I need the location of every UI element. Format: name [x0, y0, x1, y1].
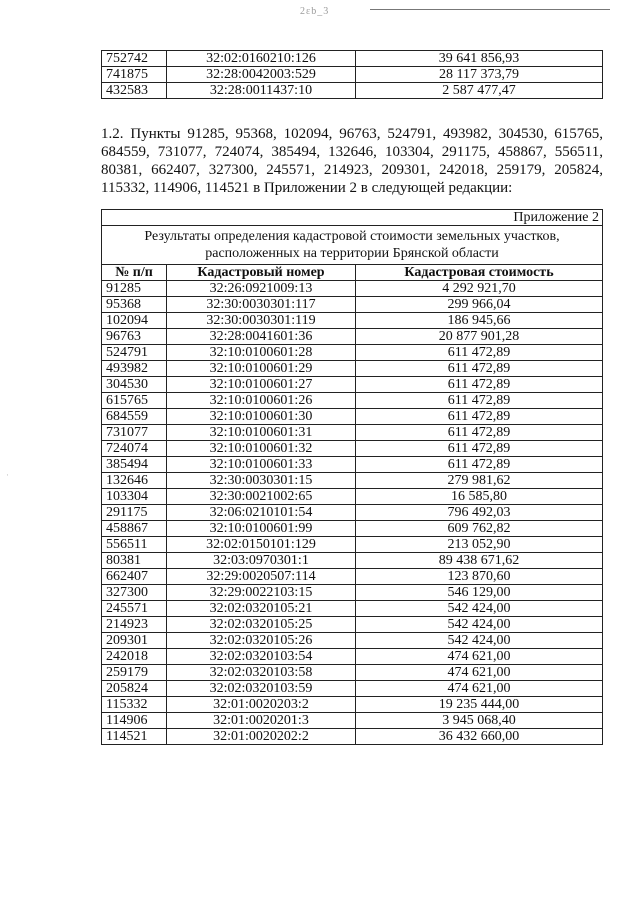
cell-id: 556511 [102, 537, 167, 553]
cell-id: 132646 [102, 473, 167, 489]
table-row [102, 67, 603, 83]
cell-cadastral-value: 611 472,89 [356, 425, 603, 441]
cell-cadastral-number: 32:30:0030301:15 [167, 473, 356, 489]
table-row [102, 713, 603, 729]
cell-cadastral-value: 611 472,89 [356, 361, 603, 377]
column-header-cadastral-number: Кадастровый номер [167, 265, 356, 281]
cell-cadastral-value: 2 587 477,47 [356, 83, 603, 99]
table-title: Результаты определения кадастровой стоимости земельных участков, расположенных на территории Брянской области [102, 226, 603, 265]
appendix-label: Приложение 2 [102, 210, 603, 226]
cell-cadastral-value: 186 945,66 [356, 313, 603, 329]
cell-id: 662407 [102, 569, 167, 585]
table-row [102, 585, 603, 601]
cell-cadastral-number: 32:02:0320103:58 [167, 665, 356, 681]
table-row [102, 601, 603, 617]
table-row [102, 297, 603, 313]
cell-id: 115332 [102, 697, 167, 713]
cell-id: 458867 [102, 521, 167, 537]
cell-id: 209301 [102, 633, 167, 649]
cell-cadastral-value: 542 424,00 [356, 633, 603, 649]
cell-cadastral-value: 611 472,89 [356, 393, 603, 409]
cell-id: 80381 [102, 553, 167, 569]
table-row [102, 537, 603, 553]
cell-cadastral-number: 32:30:0021002:65 [167, 489, 356, 505]
cell-cadastral-number: 32:02:0150101:129 [167, 537, 356, 553]
table-row [102, 361, 603, 377]
cell-id: 752742 [102, 51, 167, 67]
cell-id: 304530 [102, 377, 167, 393]
cell-id: 385494 [102, 457, 167, 473]
top-table-body [102, 51, 603, 99]
cell-id: 114906 [102, 713, 167, 729]
cell-cadastral-value: 123 870,60 [356, 569, 603, 585]
cell-cadastral-value: 28 117 373,79 [356, 67, 603, 83]
cell-cadastral-value: 542 424,00 [356, 601, 603, 617]
cell-cadastral-number: 32:28:0041601:36 [167, 329, 356, 345]
table-row [102, 505, 603, 521]
cell-cadastral-value: 611 472,89 [356, 377, 603, 393]
cell-id: 114521 [102, 729, 167, 745]
top-table [101, 50, 603, 99]
amendment-paragraph: 1.2. Пункты 91285, 95368, 102094, 96763, 524791, 493982, 304530, 615765, 684559, 731077, 724074, 385494, 132646, 103304, 291175, 458867, 556511, 80381, 662407, 327300, 245571, 214923, 209301, 242018, 259179, 205824, 115332, 114906, 114521 в Приложении 2 в следующей редакции: [101, 126, 603, 196]
cell-id: 432583 [102, 83, 167, 99]
table-row [102, 729, 603, 745]
table-row [102, 345, 603, 361]
column-header-cadastral-value: Кадастровая стоимость [356, 265, 603, 281]
cell-cadastral-value: 611 472,89 [356, 441, 603, 457]
cell-cadastral-number: 32:29:0022103:15 [167, 585, 356, 601]
cell-cadastral-value: 3 945 068,40 [356, 713, 603, 729]
cell-cadastral-number: 32:10:0100601:30 [167, 409, 356, 425]
cell-id: 242018 [102, 649, 167, 665]
cell-cadastral-number: 32:01:0020203:2 [167, 697, 356, 713]
cell-id: 684559 [102, 409, 167, 425]
cell-cadastral-value: 213 052,90 [356, 537, 603, 553]
cell-cadastral-value: 611 472,89 [356, 409, 603, 425]
cell-id: 724074 [102, 441, 167, 457]
scan-mark: 2ɛb_3 [300, 6, 330, 17]
cell-cadastral-value: 16 585,80 [356, 489, 603, 505]
table-row [102, 569, 603, 585]
cell-cadastral-number: 32:28:0011437:10 [167, 83, 356, 99]
header-row [102, 265, 603, 281]
margin-artifact: · [6, 470, 9, 480]
cell-cadastral-number: 32:10:0100601:27 [167, 377, 356, 393]
cell-cadastral-value: 279 981,62 [356, 473, 603, 489]
table-title-row [102, 226, 603, 265]
cell-cadastral-number: 32:28:0042003:529 [167, 67, 356, 83]
cell-cadastral-number: 32:02:0320105:26 [167, 633, 356, 649]
table-row [102, 649, 603, 665]
table-row [102, 377, 603, 393]
cell-cadastral-value: 474 621,00 [356, 681, 603, 697]
cell-cadastral-value: 542 424,00 [356, 617, 603, 633]
table-row [102, 633, 603, 649]
cell-cadastral-number: 32:30:0030301:117 [167, 297, 356, 313]
table-row [102, 553, 603, 569]
cell-cadastral-number: 32:30:0030301:119 [167, 313, 356, 329]
cell-cadastral-value: 20 877 901,28 [356, 329, 603, 345]
table-row [102, 665, 603, 681]
table-row [102, 697, 603, 713]
table-row [102, 51, 603, 67]
cell-cadastral-number: 32:10:0100601:31 [167, 425, 356, 441]
cell-cadastral-value: 19 235 444,00 [356, 697, 603, 713]
appendix-table [101, 209, 603, 745]
cell-id: 731077 [102, 425, 167, 441]
cell-cadastral-number: 32:01:0020202:2 [167, 729, 356, 745]
cell-cadastral-number: 32:02:0320105:21 [167, 601, 356, 617]
cell-cadastral-number: 32:02:0320103:59 [167, 681, 356, 697]
table-row [102, 457, 603, 473]
cell-id: 493982 [102, 361, 167, 377]
appendix-table-body [102, 281, 603, 745]
table-row [102, 281, 603, 297]
cell-id: 615765 [102, 393, 167, 409]
cell-cadastral-value: 546 129,00 [356, 585, 603, 601]
table-row [102, 393, 603, 409]
cell-cadastral-number: 32:02:0160210:126 [167, 51, 356, 67]
cell-cadastral-value: 796 492,03 [356, 505, 603, 521]
column-header-number: № п/п [102, 265, 167, 281]
table-row [102, 521, 603, 537]
table-row [102, 441, 603, 457]
cell-cadastral-number: 32:29:0020507:114 [167, 569, 356, 585]
cell-id: 103304 [102, 489, 167, 505]
cell-id: 245571 [102, 601, 167, 617]
cell-id: 291175 [102, 505, 167, 521]
cell-cadastral-number: 32:10:0100601:33 [167, 457, 356, 473]
table-row [102, 425, 603, 441]
cell-cadastral-value: 611 472,89 [356, 457, 603, 473]
cell-id: 95368 [102, 297, 167, 313]
cell-id: 102094 [102, 313, 167, 329]
cell-id: 214923 [102, 617, 167, 633]
cell-cadastral-value: 474 621,00 [356, 649, 603, 665]
cell-cadastral-number: 32:02:0320103:54 [167, 649, 356, 665]
table-row [102, 617, 603, 633]
cell-cadastral-value: 36 432 660,00 [356, 729, 603, 745]
cell-cadastral-number: 32:10:0100601:28 [167, 345, 356, 361]
cell-cadastral-number: 32:10:0100601:32 [167, 441, 356, 457]
cell-cadastral-value: 611 472,89 [356, 345, 603, 361]
appendix-label-row [102, 210, 603, 226]
cell-id: 205824 [102, 681, 167, 697]
cell-id: 327300 [102, 585, 167, 601]
cell-cadastral-value: 39 641 856,93 [356, 51, 603, 67]
cell-id: 96763 [102, 329, 167, 345]
table-row [102, 83, 603, 99]
cell-cadastral-value: 4 292 921,70 [356, 281, 603, 297]
table-row [102, 489, 603, 505]
cell-cadastral-value: 474 621,00 [356, 665, 603, 681]
cell-cadastral-value: 299 966,04 [356, 297, 603, 313]
cell-cadastral-number: 32:06:0210101:54 [167, 505, 356, 521]
cell-cadastral-number: 32:10:0100601:99 [167, 521, 356, 537]
cell-id: 91285 [102, 281, 167, 297]
cell-cadastral-number: 32:03:0970301:1 [167, 553, 356, 569]
table-row [102, 329, 603, 345]
cell-cadastral-number: 32:02:0320105:25 [167, 617, 356, 633]
table-row [102, 681, 603, 697]
cell-id: 259179 [102, 665, 167, 681]
cell-id: 741875 [102, 67, 167, 83]
table-row [102, 473, 603, 489]
cell-id: 524791 [102, 345, 167, 361]
cell-cadastral-number: 32:10:0100601:29 [167, 361, 356, 377]
cell-cadastral-number: 32:10:0100601:26 [167, 393, 356, 409]
cell-cadastral-value: 89 438 671,62 [356, 553, 603, 569]
top-rule [370, 9, 610, 10]
cell-cadastral-number: 32:26:0921009:13 [167, 281, 356, 297]
cell-cadastral-value: 609 762,82 [356, 521, 603, 537]
table-row [102, 409, 603, 425]
table-row [102, 313, 603, 329]
cell-cadastral-number: 32:01:0020201:3 [167, 713, 356, 729]
